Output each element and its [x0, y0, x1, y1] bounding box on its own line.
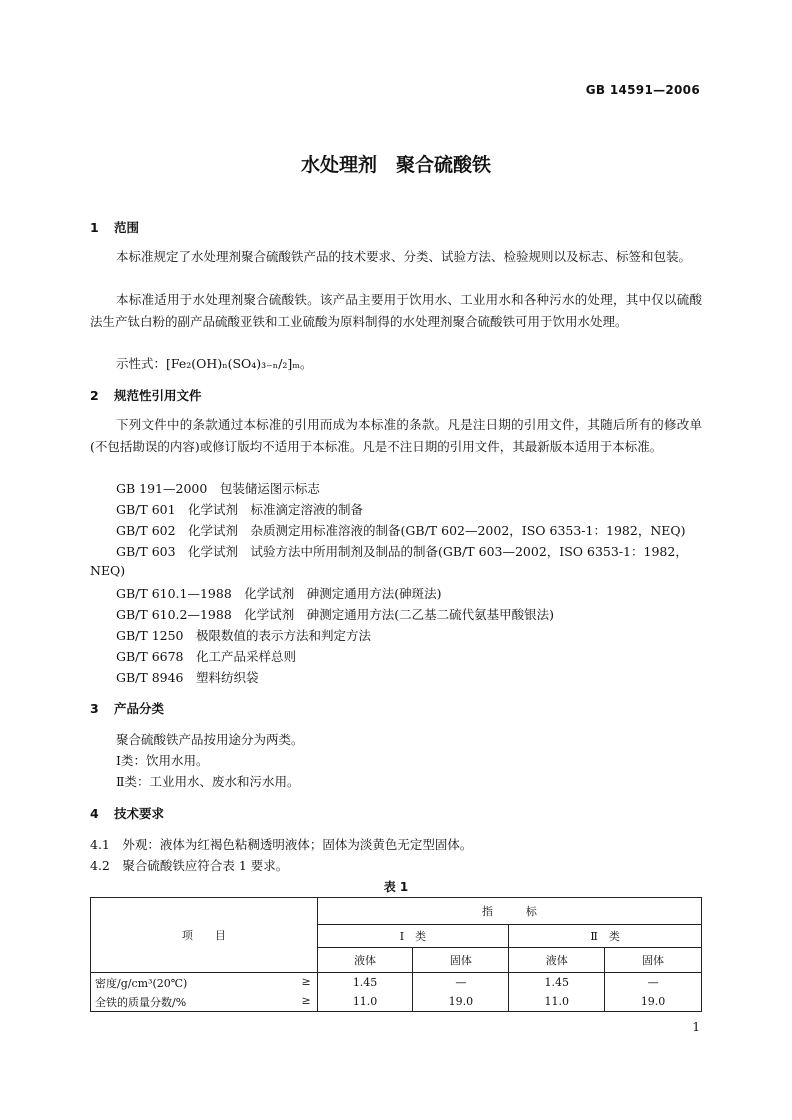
document-title: 水处理剂 聚合硫酸铁	[300, 154, 491, 176]
item-header: 项 目	[91, 898, 318, 973]
paragraph: 本标准规定了水处理剂聚合硫酸铁产品的技术要求、分类、试验方法、检验规则以及标志、标签和包装。	[116, 249, 692, 264]
row-label	[91, 973, 318, 993]
table-cell: —	[413, 973, 509, 993]
table-cell: 19.0	[413, 992, 509, 1012]
section-3-heading	[90, 699, 164, 717]
formula-line	[116, 354, 312, 372]
class-item: Ⅰ类：饮用水用。	[116, 753, 209, 768]
class-1-header: Ⅰ 类	[317, 925, 509, 948]
liquid-header: 液体	[317, 948, 413, 973]
table-cell: 11.0	[317, 992, 413, 1012]
reference-item: GB/T 603 化学试剂 试验方法中所用制剂及制品的制备(GB/T 603—2002，ISO 6353-1：1982，	[116, 544, 688, 559]
section-title: 技术要求	[114, 806, 165, 821]
liquid-header: 液体	[509, 948, 605, 973]
solid-header: 固体	[413, 948, 509, 973]
section-title: 范围	[114, 220, 140, 235]
table-cell: 19.0	[605, 992, 702, 1012]
section-number: 1	[90, 220, 99, 235]
paragraph: 下列文件中的条款通过本标准的引用而成为本标准的条款。凡是注日期的引用文件，其随后所有的修改单(不包括勘误的内容)或修订版均不适用于本标准。凡是不注日期的引用文件，其最新版本适用于本标准。	[90, 417, 702, 454]
section-title: 规范性引用文件	[114, 388, 202, 403]
solid-header: 固体	[605, 948, 702, 973]
row-label-text: 密度/g/cm³(20℃)	[95, 976, 188, 990]
reference-item: GB/T 6678 化工产品采样总则	[116, 649, 297, 664]
reference-item: NEQ)	[90, 563, 126, 578]
section-title: 产品分类	[114, 701, 165, 716]
section-number: 2	[90, 388, 99, 403]
reference-item: GB/T 1250 极限数值的表示方法和判定方法	[116, 628, 372, 643]
reference-item: GB/T 610.2—1988 化学试剂 砷测定通用方法(二乙基二硫代氨基甲酸银法)	[116, 607, 555, 622]
reference-item: GB/T 602 化学试剂 杂质测定用标准溶液的制备(GB/T 602—2002，ISO 6353-1：1982，NEQ)	[116, 523, 686, 538]
table-row	[91, 992, 702, 1012]
operator: ≥	[301, 975, 311, 988]
formula-label: 示性式：	[116, 356, 167, 371]
table-cell: 1.45	[509, 973, 605, 993]
standard-number: GB 14591—2006	[585, 83, 700, 97]
paragraph: 本标准适用于水处理剂聚合硫酸铁。该产品主要用于饮用水、工业用水和各种污水的处理，其中仅以硫酸法生产钛白粉的副产品硫酸亚铁和工业硫酸为原料制得的水处理剂聚合硫酸铁可用于饮用水处理。	[90, 292, 702, 329]
row-label-text: 全铁的质量分数/%	[95, 995, 187, 1009]
section-4-heading	[90, 804, 164, 822]
reference-item: GB/T 601 化学试剂 标准滴定溶液的制备	[116, 502, 364, 517]
clause-4-2: 4.2 聚合硫酸铁应符合表 1 要求。	[90, 858, 289, 873]
section-2-heading	[90, 386, 202, 404]
clause-4-1: 4.1 外观：液体为红褐色粘稠透明液体；固体为淡黄色无定型固体。	[90, 837, 473, 852]
spec-table	[90, 897, 702, 1012]
paragraph: 聚合硫酸铁产品按用途分为两类。	[116, 732, 304, 747]
class-2-header: Ⅱ 类	[509, 925, 702, 948]
table-caption: 表 1	[383, 880, 409, 894]
section-number: 3	[90, 701, 99, 716]
operator: ≥	[301, 994, 311, 1007]
section-1-heading	[90, 218, 139, 236]
section-number: 4	[90, 806, 99, 821]
table-cell: 1.45	[317, 973, 413, 993]
reference-item: GB 191—2000 包装储运图示标志	[116, 481, 320, 496]
row-label	[91, 992, 318, 1012]
page-number: 1	[692, 1020, 700, 1034]
class-item: Ⅱ类：工业用水、废水和污水用。	[116, 774, 300, 789]
table-row	[91, 973, 702, 993]
table-cell: 11.0	[509, 992, 605, 1012]
formula: [Fe₂(OH)ₙ(SO₄)₃₋ₙ/₂]ₘ。	[166, 356, 313, 371]
reference-item: GB/T 610.1—1988 化学试剂 砷测定通用方法(砷斑法)	[116, 586, 442, 601]
table-cell: —	[605, 973, 702, 993]
reference-item: GB/T 8946 塑料纺织袋	[116, 670, 259, 685]
index-header: 指 标	[317, 898, 701, 925]
